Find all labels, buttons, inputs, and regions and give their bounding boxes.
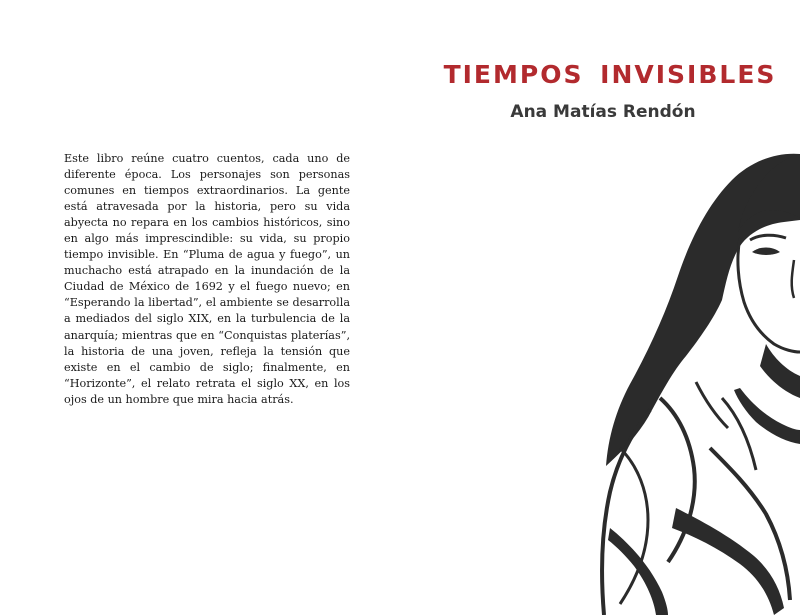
sleeve-shape — [608, 528, 668, 615]
woman-portrait-illustration — [590, 148, 800, 615]
book-title: TIEMPOS INVISIBLES — [443, 60, 777, 89]
lapel-line — [696, 382, 728, 428]
arm-shape — [672, 508, 784, 615]
face-outline — [738, 238, 800, 352]
back-cover-blurb: Este libro reúne cuatro cuentos, cada uno de diferente época. Los personajes son personas comunes en tiempos extraordinarios. La gente está atravesada por la historia, pero su vida abyecta no repara en los cambios históricos, sino en algo más imprescindible: su vida, su propio tiempo invisible. En “Pluma de agua y fuego”, un muchacho está atrapado en la inundación de la Ciudad de México de 1692 y el fuego nuevo; en “Esperando la libertad”, el ambiente se desarrolla a mediados del siglo XIX, en la turbulencia de la anarquía; mientras que en “Conquistas platerías”, la historia de una joven, refleja la tensión que existe en el cambio de siglo; finalmente, en “Horizonte”, el relato retrata el siglo XX, en los ojos de un hombre que mira hacia atrás. — [64, 152, 350, 406]
eye-shape — [752, 248, 780, 256]
eyebrow-shape — [750, 235, 786, 240]
book-author: Ana Matías Rendón — [510, 102, 696, 122]
coat-fold-1 — [660, 398, 695, 562]
nose-line — [792, 260, 794, 298]
coat-fold-3 — [710, 448, 790, 600]
